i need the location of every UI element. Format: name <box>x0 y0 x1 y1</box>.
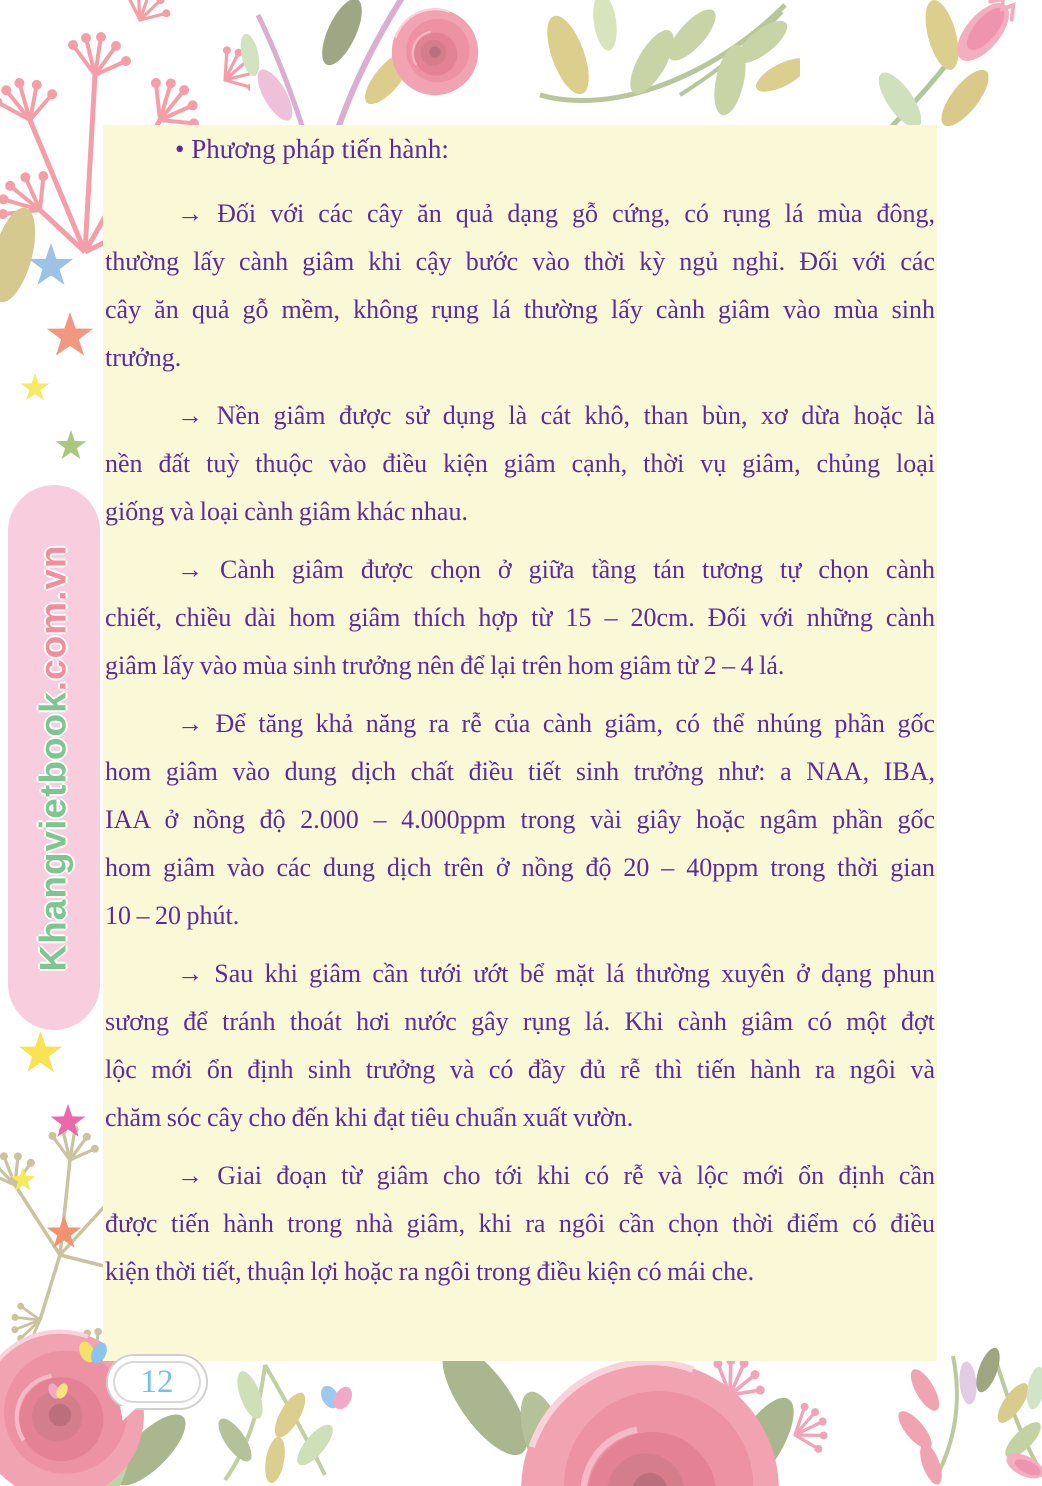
text-line: thường lấy cành giâm khi cậy bước vào thời kỳ ngủ nghỉ. Đối với các <box>105 247 935 276</box>
leaf-spray-decoration <box>205 1360 385 1486</box>
text-line: sương để tránh thoát hơi nước gây rụng lá. Khi cành giâm có một đợt <box>105 1007 935 1036</box>
butterfly-icon <box>46 1380 70 1402</box>
text-line: → Để tăng khả năng ra rễ của cành giâm, có thể nhúng phần gốc <box>177 709 935 738</box>
text-line: hom giâm vào các dung dịch trên ở nồng độ 20 – 40ppm trong thời gian <box>105 853 935 882</box>
text-line: chiết, chiều dài hom giâm thích hợp từ 15 – 20cm. Đối với những cành <box>105 603 935 632</box>
leaf-branch-decoration <box>893 1348 1042 1486</box>
text-line: hom giâm vào dung dịch chất điều tiết sinh trưởng như: a NAA, IBA, <box>105 757 935 786</box>
watermark-site-name: Khangvietbook <box>33 690 75 972</box>
text-line: nền đất tuỳ thuộc vào điều kiện giâm cạnh, thời vụ giâm, chủng loại <box>105 449 935 478</box>
text-line: lộc mới ổn định sinh trưởng và có đầy đủ rễ thì tiến hành ra ngôi và <box>105 1055 935 1084</box>
paragraph <box>103 950 937 1142</box>
page-number-badge <box>108 1356 206 1408</box>
watermark-text <box>33 544 75 971</box>
text-line: → Cành giâm được chọn ở giữa tầng tán tương tự chọn cành <box>177 555 935 584</box>
watermark-domain-suffix: .com.vn <box>33 543 75 691</box>
star-icon <box>46 312 94 360</box>
text-line: kiện thời tiết, thuận lợi hoặc ra ngôi trong điều kiện có mái che. <box>105 1257 755 1286</box>
text-line: giống và loại cành giâm khác nhau. <box>105 497 468 526</box>
paragraph <box>103 700 937 940</box>
watermark-capsule <box>8 485 100 1030</box>
text-line: 10 – 20 phút. <box>105 901 240 930</box>
page-number: 12 <box>140 1363 174 1400</box>
text-line: → Giai đoạn từ giâm cho tới khi có rễ và lộc mới ổn định cần <box>177 1161 935 1190</box>
text-line: IAA ở nồng độ 2.000 – 4.000ppm trong vài giây hoặc ngâm phần gốc <box>105 805 935 834</box>
rose-decoration <box>400 1340 830 1486</box>
text-line: → Sau khi giâm cần tưới ướt bể mặt lá thường xuyên ở dạng phun <box>177 959 935 988</box>
paragraph <box>103 392 937 536</box>
butterfly-icon <box>318 1382 354 1414</box>
text-line: → Đối với các cây ăn quả dạng gỗ cứng, có rụng lá mùa đông, <box>177 199 935 228</box>
text-line: chăm sóc cây cho đến khi đạt tiêu chuẩn xuất vườn. <box>105 1103 634 1132</box>
leaf-branch-decoration <box>530 0 800 120</box>
butterfly-icon <box>76 1338 110 1368</box>
method-heading: • Phương pháp tiến hành: <box>175 134 449 164</box>
text-line: giâm lấy vào mùa sinh trưởng nên để lại trên hom giâm từ 2 – 4 lá. <box>105 651 785 680</box>
paragraph <box>103 1152 937 1296</box>
content-panel <box>103 125 937 1361</box>
text-line: được tiến hành trong nhà giâm, khi ra ngôi cần chọn thời điểm có điều <box>105 1209 935 1238</box>
text-line: cây ăn quả gỗ mềm, không rụng lá thường lấy cành giâm vào mùa sinh <box>105 295 935 324</box>
text-line: trưởng. <box>105 343 182 372</box>
star-icon <box>55 430 87 462</box>
text-line: → Nền giâm được sử dụng là cát khô, than bùn, xơ dừa hoặc là <box>177 401 935 430</box>
star-icon <box>20 373 50 403</box>
leaf-decoration <box>0 195 55 315</box>
paragraph <box>103 190 937 382</box>
star-icon <box>18 1031 63 1076</box>
paragraph <box>103 546 937 690</box>
